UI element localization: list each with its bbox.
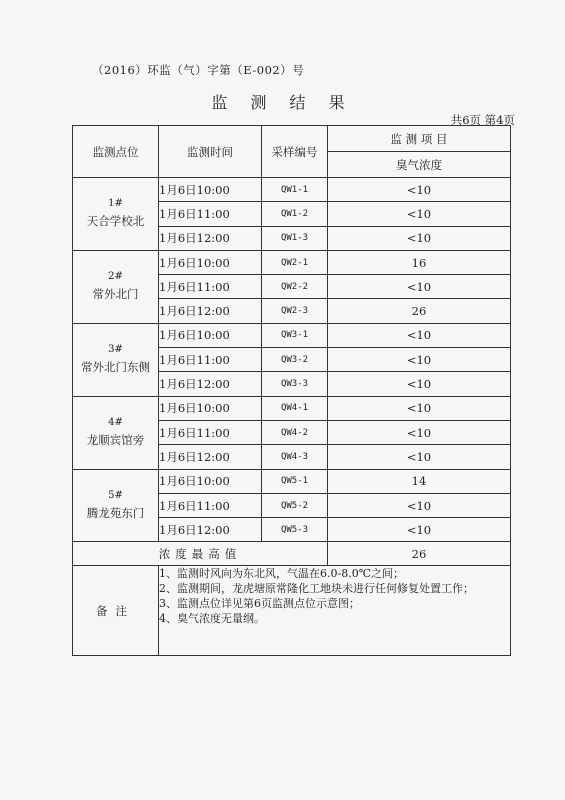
odor-value: <10 bbox=[328, 420, 511, 444]
odor-value: <10 bbox=[328, 202, 511, 226]
site-number: 4# bbox=[108, 417, 123, 429]
notes-content bbox=[159, 566, 511, 656]
sample-code: QW2-3 bbox=[262, 299, 328, 323]
sample-time: 1月6日11:00 bbox=[159, 202, 262, 226]
sample-time: 1月6日12:00 bbox=[159, 226, 262, 250]
sample-time: 1月6日10:00 bbox=[159, 178, 262, 202]
odor-value: <10 bbox=[328, 323, 511, 347]
notes-row bbox=[73, 566, 511, 656]
page-info: 共6页 第4页 bbox=[450, 113, 515, 127]
sample-time: 1月6日11:00 bbox=[159, 420, 262, 444]
sample-time: 1月6日11:00 bbox=[159, 493, 262, 517]
odor-value: <10 bbox=[328, 396, 511, 420]
note-line: 1、监测时风向为东北风，气温在6.0-8.0℃之间； bbox=[159, 567, 405, 581]
odor-value: <10 bbox=[328, 445, 511, 469]
header-sample-code: 采样编号 bbox=[262, 126, 328, 178]
odor-value: 26 bbox=[328, 299, 511, 323]
sample-time: 1月6日11:00 bbox=[159, 348, 262, 372]
site-number: 3# bbox=[108, 344, 123, 356]
site-name: 常外北门东侧 bbox=[81, 360, 150, 375]
sample-code: QW5-3 bbox=[262, 518, 328, 542]
header-item-group: 监 测 项 目 bbox=[328, 126, 511, 152]
odor-value: <10 bbox=[328, 372, 511, 396]
header-odor-concentration: 臭气浓度 bbox=[328, 152, 511, 178]
sample-time: 1月6日10:00 bbox=[159, 469, 262, 493]
odor-value: <10 bbox=[328, 178, 511, 202]
sample-time: 1月6日12:00 bbox=[159, 445, 262, 469]
odor-value: <10 bbox=[328, 275, 511, 299]
site-number: 1# bbox=[108, 198, 123, 210]
odor-value: <10 bbox=[328, 493, 511, 517]
sample-code: QW2-2 bbox=[262, 275, 328, 299]
max-value-row bbox=[73, 542, 511, 566]
table-row bbox=[73, 178, 511, 202]
sample-code: QW4-3 bbox=[262, 445, 328, 469]
page-title: 监 测 结 果 bbox=[211, 93, 354, 112]
sample-code: QW5-1 bbox=[262, 469, 328, 493]
site-cell bbox=[73, 323, 159, 396]
sample-time: 1月6日12:00 bbox=[159, 299, 262, 323]
sample-code: QW1-2 bbox=[262, 202, 328, 226]
site-name: 天合学校北 bbox=[86, 214, 145, 229]
site-cell bbox=[73, 396, 159, 469]
site-cell bbox=[73, 250, 159, 323]
max-value-label: 浓度最高值 bbox=[73, 542, 328, 566]
site-name: 龙顺宾馆旁 bbox=[86, 433, 145, 448]
header-time: 监测时间 bbox=[159, 126, 262, 178]
report-reference-number: （2016）环监（气）字第（E-002）号 bbox=[92, 63, 305, 77]
table-row bbox=[73, 323, 511, 347]
note-line: 3、监测点位详见第6页监测点位示意图； bbox=[159, 597, 360, 611]
site-number: 5# bbox=[108, 490, 123, 501]
odor-value: <10 bbox=[328, 226, 511, 250]
max-value: 26 bbox=[328, 542, 511, 566]
sample-code: QW1-3 bbox=[262, 226, 328, 250]
notes-label: 备注 bbox=[73, 566, 159, 656]
header-row-top bbox=[73, 126, 511, 152]
odor-value: 16 bbox=[328, 250, 511, 274]
odor-value: <10 bbox=[328, 348, 511, 372]
sample-code: QW5-2 bbox=[262, 493, 328, 517]
sample-time: 1月6日11:00 bbox=[159, 275, 262, 299]
site-cell bbox=[73, 469, 159, 542]
sample-code: QW3-3 bbox=[262, 372, 328, 396]
note-line: 4、臭气浓度无量纲。 bbox=[159, 612, 265, 626]
sample-time: 1月6日10:00 bbox=[159, 250, 262, 274]
site-number: 2# bbox=[108, 271, 123, 283]
table-row bbox=[73, 250, 511, 274]
sample-code: QW2-1 bbox=[262, 250, 328, 274]
sample-code: QW3-1 bbox=[262, 323, 328, 347]
sample-time: 1月6日10:00 bbox=[159, 323, 262, 347]
site-cell bbox=[73, 178, 159, 251]
results-table bbox=[72, 125, 511, 656]
site-name: 常外北门 bbox=[92, 287, 139, 302]
sample-time: 1月6日12:00 bbox=[159, 518, 262, 542]
odor-value: <10 bbox=[328, 518, 511, 542]
table-row bbox=[73, 396, 511, 420]
header-site: 监测点位 bbox=[73, 126, 159, 178]
sample-code: QW4-1 bbox=[262, 396, 328, 420]
sample-time: 1月6日12:00 bbox=[159, 372, 262, 396]
note-line: 2、监测期间，龙虎塘原常隆化工地块未进行任何修复处置工作； bbox=[159, 582, 474, 596]
odor-value: 14 bbox=[328, 469, 511, 493]
sample-code: QW3-2 bbox=[262, 348, 328, 372]
sample-code: QW4-2 bbox=[262, 420, 328, 444]
site-name: 腾龙苑东门 bbox=[86, 506, 145, 520]
sample-code: QW1-1 bbox=[262, 178, 328, 202]
table-row bbox=[73, 469, 511, 493]
sample-time: 1月6日10:00 bbox=[159, 396, 262, 420]
